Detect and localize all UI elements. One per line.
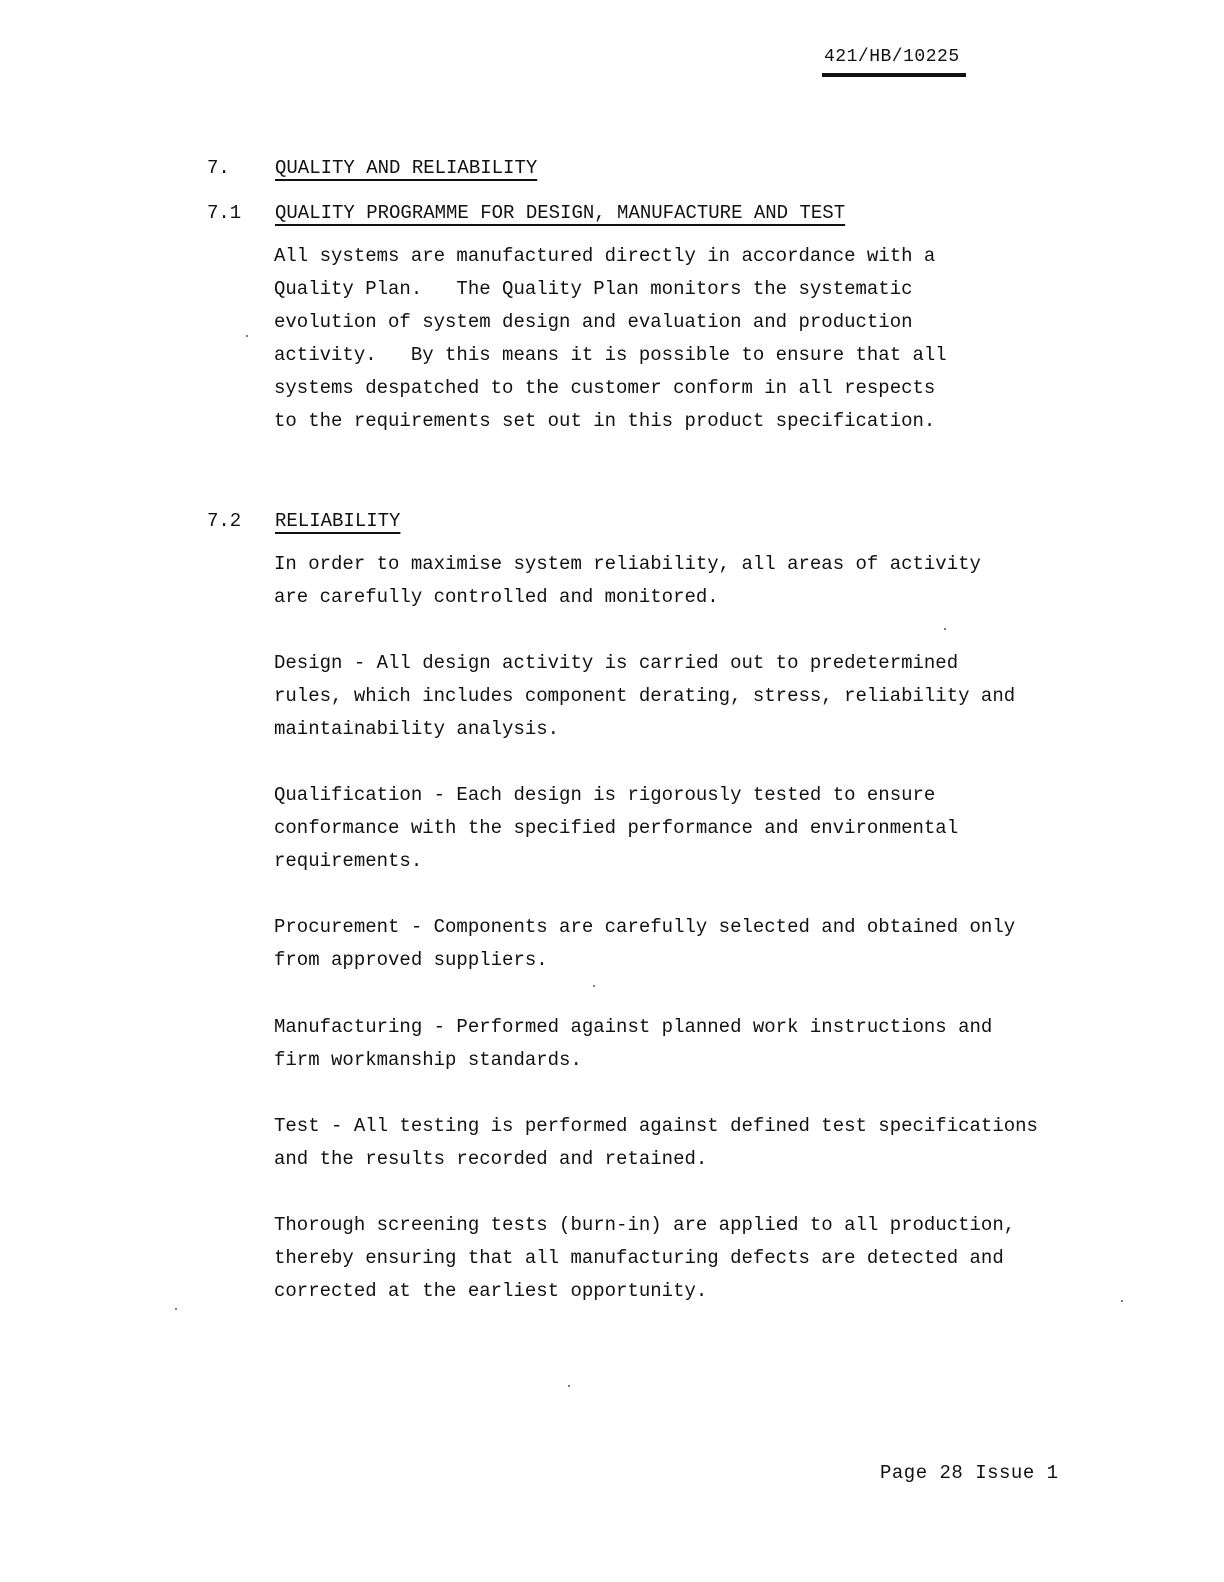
- qualification-paragraph: [274, 779, 958, 878]
- paragraph-line: In order to maximise system reliability, all areas of activity: [274, 553, 981, 575]
- paragraph-line: All systems are manufactured directly in accordance with a: [274, 245, 936, 267]
- scan-speck: [944, 628, 946, 630]
- paragraph-line: Manufacturing - Performed against planned work instructions and: [274, 1016, 993, 1038]
- manufacturing-paragraph: [274, 1011, 992, 1077]
- procurement-paragraph: [274, 911, 1015, 977]
- paragraph-line: are carefully controlled and monitored.: [274, 586, 719, 608]
- section-7-title: QUALITY AND RELIABILITY: [275, 157, 538, 179]
- test-paragraph: [274, 1110, 1038, 1176]
- page-footer: Page 28 Issue 1: [880, 1462, 1059, 1484]
- document-reference-underline: [822, 73, 966, 77]
- paragraph-line: from approved suppliers.: [274, 949, 548, 971]
- section-7-2-title: RELIABILITY: [275, 510, 401, 532]
- paragraph-line: requirements.: [274, 850, 423, 872]
- scan-speck: [175, 1308, 177, 1310]
- paragraph-line: systems despatched to the customer conform in all respects: [274, 377, 936, 399]
- screening-paragraph: [274, 1209, 1015, 1308]
- section-7-1-paragraph: [274, 240, 947, 438]
- scan-speck: [593, 985, 595, 987]
- paragraph-line: activity. By this means it is possible to ensure that all: [274, 344, 947, 366]
- section-7-number: 7.: [207, 157, 230, 179]
- paragraph-line: rules, which includes component derating, stress, reliability and: [274, 685, 1016, 707]
- paragraph-line: Thorough screening tests (burn-in) are applied to all production,: [274, 1214, 1016, 1236]
- paragraph-line: Procurement - Components are carefully selected and obtained only: [274, 916, 1016, 938]
- paragraph-line: to the requirements set out in this product specification.: [274, 410, 936, 432]
- paragraph-line: Design - All design activity is carried out to predetermined: [274, 652, 959, 674]
- paragraph-line: and the results recorded and retained.: [274, 1148, 708, 1170]
- scan-speck: [1121, 1300, 1123, 1302]
- document-reference: 421/HB/10225: [824, 47, 960, 67]
- section-7-2-number: 7.2: [207, 510, 242, 532]
- design-paragraph: [274, 647, 1015, 746]
- paragraph-line: thereby ensuring that all manufacturing defects are detected and: [274, 1247, 1004, 1269]
- paragraph-line: Test - All testing is performed against defined test specifications: [274, 1115, 1038, 1137]
- paragraph-line: corrected at the earliest opportunity.: [274, 1280, 708, 1302]
- section-7-1-title: QUALITY PROGRAMME FOR DESIGN, MANUFACTURE AND TEST: [275, 202, 846, 224]
- section-7-1-number: 7.1: [207, 202, 242, 224]
- scan-speck: [246, 335, 248, 337]
- paragraph-line: maintainability analysis.: [274, 718, 560, 740]
- paragraph-line: conformance with the specified performance and environmental: [274, 817, 959, 839]
- paragraph-line: evolution of system design and evaluation and production: [274, 311, 913, 333]
- paragraph-line: Quality Plan. The Quality Plan monitors the systematic: [274, 278, 913, 300]
- scan-speck: [568, 1385, 570, 1387]
- paragraph-line: Qualification - Each design is rigorously tested to ensure: [274, 784, 936, 806]
- paragraph-line: firm workmanship standards.: [274, 1049, 582, 1071]
- reliability-intro-paragraph: [274, 548, 981, 614]
